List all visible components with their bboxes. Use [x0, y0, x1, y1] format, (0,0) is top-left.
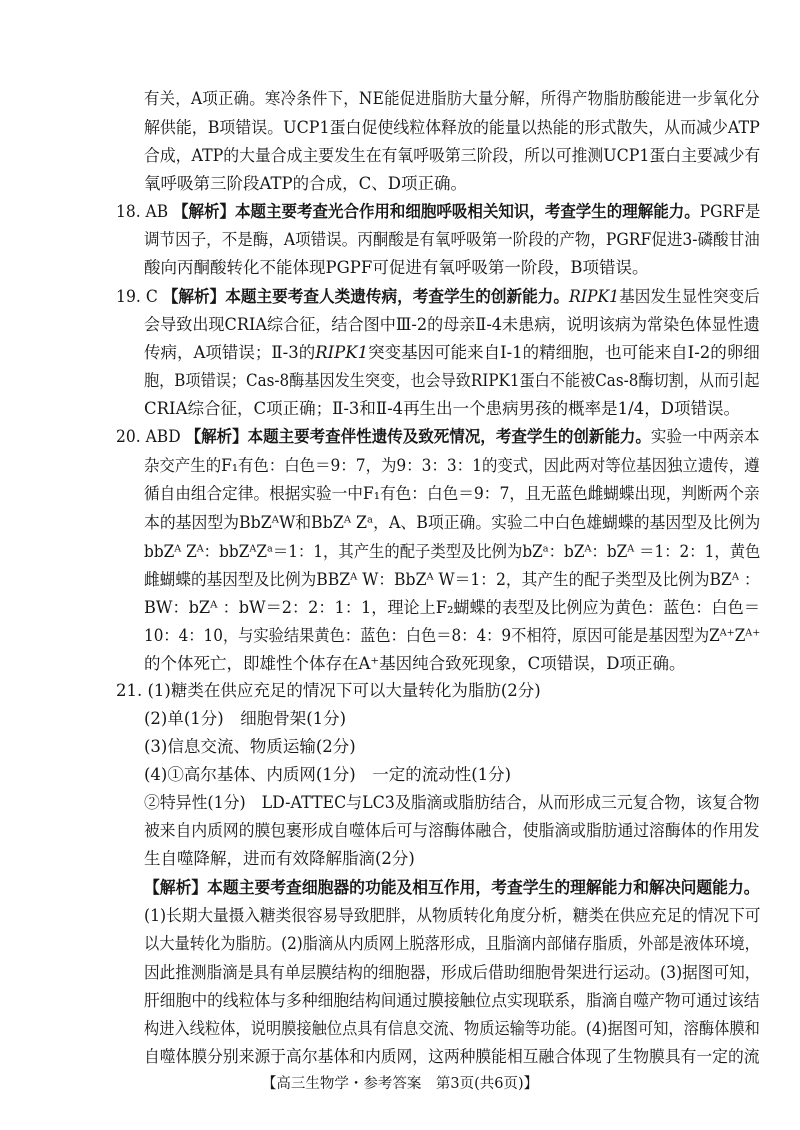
- question-number: 19. C: [116, 287, 163, 306]
- text-span: 传病，A项错误；Ⅱ-3的: [144, 343, 316, 362]
- text-line: 因此推测脂滴是具有单层膜结构的细胞器，形成后借助细胞骨架进行运动。(3)据图可知，: [144, 963, 761, 982]
- text-line: 有关，A项正确。寒冷条件下，NE能促进脂肪大量分解，所得产物脂肪酸能进一步氧化分: [144, 89, 760, 108]
- text-line: 雌蝴蝶的基因型及比例为BBZᴬ W：BbZᴬ W＝1：2，其产生的配子类型及比例为BZᴬ ：: [144, 570, 760, 589]
- text-line: 氧呼吸第三阶段ATP的合成，C、D项正确。: [144, 174, 467, 193]
- question-19-line: [116, 284, 760, 310]
- text-line: 胞，B项错误；Cas-8酶基因发生突变，也会导致RIPK1蛋白不能被Cas-8酶切割，从而引起: [144, 371, 760, 390]
- text-line: (3)信息交流、物质运输(2分): [144, 737, 356, 756]
- gene-name: RIPK1: [569, 287, 620, 306]
- question-18-line: [116, 199, 760, 225]
- text-span: 突变基因可能来自Ⅰ-1的精细胞，也可能来自Ⅰ-2的卵细: [368, 343, 760, 362]
- text-line: 的个体死亡，即雄性个体存在A⁺基因纯合致死现象，C项错误，D项正确。: [144, 654, 686, 673]
- analysis-heading: 【解析】本题主要考查人类遗传病，考查学生的创新能力。: [162, 287, 570, 306]
- analysis-heading: 【解析】本题主要考查伴性遗传及致死情况，考查学生的创新能力。: [185, 427, 651, 446]
- text-line: ②特异性(1分) LD-ATTEC与LC3及脂滴或脂肪结合，从而形成三元复合物，该复合物: [144, 793, 760, 812]
- text-line: 酸向丙酮酸转化不能体现PGPF可促进有氧呼吸第一阶段，B项错误。: [144, 258, 649, 277]
- text-line: 杂交产生的F₁有色：白色＝9：7，为9：3：3：1的变式，因此两对等位基因独立遗传，遵: [144, 456, 760, 475]
- gene-name: RIPK1: [315, 343, 369, 362]
- text-line: bbZᴬ Zᴬ：bbZᴬZᵃ＝1：1，其产生的配子类型及比例为bZᵃ：bZᴬ：bZᴬ ＝1：2：1，黄色: [144, 542, 761, 561]
- text-line: (2)单(1分) 细胞骨架(1分): [144, 709, 347, 728]
- text-line: 以大量转化为脂肪。(2)脂滴从内质网上脱落形成，且脂滴内部储存脂质，外部是液体环境，: [144, 934, 760, 953]
- text-line: 合成，ATP的大量合成主要发生在有氧呼吸第三阶段，所以可推测UCP1蛋白主要减少有: [144, 146, 761, 165]
- analysis-heading: 【解析】本题主要考查光合作用和细胞呼吸相关知识，考查学生的理解能力。: [173, 202, 700, 221]
- text-line: 解供能，B项错误。UCP1蛋白促使线粒体释放的能量以热能的形式散失，从而减少ATP: [144, 118, 760, 137]
- text-line: (1)长期大量摄入糖类很容易导致肥胖，从物质转化角度分析，糖类在供应充足的情况下可: [144, 906, 761, 925]
- text-line: 循自由组合定律。根据实验一中F₁有色：白色＝9：7，且无蓝色雌蝴蝶出现，判断两个亲: [144, 484, 760, 503]
- text-line: 被来自内质网的膜包裹形成自噬体后可与溶酶体融合，使脂滴或脂肪通过溶酶体的作用发: [144, 821, 760, 840]
- question-21-line: 21. (1)糖类在供应充足的情况下可以大量转化为脂肪(2分): [116, 681, 541, 700]
- analysis-heading: 【解析】本题主要考查细胞器的功能及相互作用，考查学生的理解能力和解决问题能力。: [144, 878, 760, 897]
- text-span: 实验一中两亲本: [650, 427, 760, 446]
- text-line: 10：4：10，与实验结果黄色：蓝色：白色＝8：4：9不相符，原因可能是基因型为Zᴬ⁺Zᴬ⁺: [144, 626, 761, 645]
- page-footer: 【高三生物学・参考答案 第3页(共6页)】: [261, 1076, 539, 1092]
- text-line: 本的基因型为BbZᴬW和BbZᴬ Zᵃ，A、B项正确。实验二中白色雄蝴蝶的基因型及比例为: [144, 513, 761, 532]
- text-line: BW：bZᴬ ：bW＝2：2：1：1，理论上F₂蝴蝶的表型及比例应为黄色：蓝色：白色＝: [144, 598, 760, 617]
- text-span: PGRF是: [699, 202, 761, 221]
- text-line: 自噬体膜分别来源于高尔基体和内质网，这两种膜能相互融合体现了生物膜具有一定的流: [144, 1047, 760, 1066]
- question-number: 18. AB: [116, 202, 174, 221]
- text-line: CRIA综合征，C项正确；Ⅱ-3和Ⅱ-4再生出一个患病男孩的概率是1/4，D项错误。: [144, 399, 740, 418]
- text-span: 基因发生显性突变后: [619, 287, 760, 306]
- text-line: 肝细胞中的线粒体与多种细胞结构间通过膜接触位点实现联系，脂滴自噬产物可通过该结: [144, 991, 760, 1010]
- text-line: 调节因子，不是酶，A项错误。丙酮酸是有氧呼吸第一阶段的产物，PGRF促进3-磷酸甘油: [144, 230, 760, 249]
- text-line: (4)①高尔基体、内质网(1分) 一定的流动性(1分): [144, 765, 512, 784]
- question-20-line: [116, 424, 760, 450]
- text-line: 会导致出现CRIA综合征，结合图中Ⅲ-2的母亲Ⅱ-4未患病，说明该病为常染色体显性遗: [144, 315, 760, 334]
- text-line: 生自噬降解，进而有效降解脂滴(2分): [144, 849, 415, 868]
- text-line: 构进入线粒体，说明膜接触位点具有信息交流、物质运输等功能。(4)据图可知，溶酶体膜和: [144, 1019, 760, 1038]
- question-number: 20. ABD: [116, 427, 186, 446]
- text-line: [144, 340, 760, 366]
